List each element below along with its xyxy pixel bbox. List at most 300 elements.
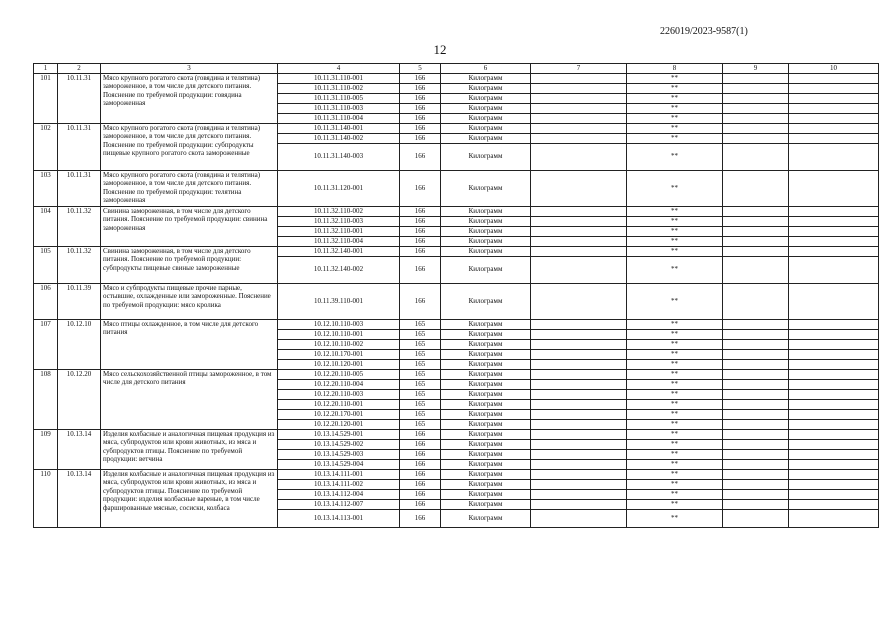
- column-9: [723, 509, 789, 527]
- ktru-code: 10.13.14.529-004: [278, 459, 400, 469]
- unit-name: Килограмм: [441, 113, 531, 123]
- column-7: [531, 479, 627, 489]
- mark: **: [627, 369, 723, 379]
- column-10: [789, 319, 879, 329]
- column-10: [789, 133, 879, 143]
- mark: **: [627, 256, 723, 283]
- document-number: 226019/2023-9587(1): [660, 26, 748, 37]
- column-7: [531, 449, 627, 459]
- product-description: Изделия колбасные и аналогичная пищевая продукция из мяса, субпродуктов или крови животных, из мяса и субпродуктов птицы. Пояснение по требуемой продукции: изделия колбасные вареные, в том числе фаршированные мясные, сосиски, колбаса: [101, 469, 278, 527]
- okpd2-code: 10.13.14: [58, 469, 101, 527]
- mark: **: [627, 479, 723, 489]
- column-10: [789, 489, 879, 499]
- product-description: Изделия колбасные и аналогичная пищевая продукция из мяса, субпродуктов или крови животных, из мяса и субпродуктов птицы. Пояснение по требуемой продукции: ветчина: [101, 429, 278, 469]
- unit-code: 166: [400, 509, 441, 527]
- ktru-code: 10.11.32.140-001: [278, 246, 400, 256]
- unit-name: Килограмм: [441, 206, 531, 216]
- ktru-code: 10.13.14.529-001: [278, 429, 400, 439]
- column-7: [531, 206, 627, 216]
- products-table: [33, 63, 879, 528]
- ktru-code: 10.11.32.110-001: [278, 226, 400, 236]
- column-10: [789, 429, 879, 439]
- row-number: 102: [34, 123, 58, 170]
- header-row: [34, 64, 879, 74]
- mark: **: [627, 359, 723, 369]
- unit-name: Килограмм: [441, 170, 531, 206]
- product-description: Свинина замороженная, в том числе для детского питания. Пояснение по требуемой продукции: свинина замороженная: [101, 206, 278, 246]
- column-9: [723, 226, 789, 236]
- ktru-code: 10.12.20.110-005: [278, 369, 400, 379]
- unit-code: 165: [400, 419, 441, 429]
- column-9: [723, 170, 789, 206]
- column-7: [531, 256, 627, 283]
- mark: **: [627, 329, 723, 339]
- okpd2-code: 10.12.20: [58, 369, 101, 429]
- ktru-code: 10.11.31.140-002: [278, 133, 400, 143]
- unit-name: Килограмм: [441, 133, 531, 143]
- column-9: [723, 73, 789, 83]
- mark: **: [627, 419, 723, 429]
- mark: **: [627, 449, 723, 459]
- column-10: [789, 123, 879, 133]
- column-7: [531, 429, 627, 439]
- unit-code: 166: [400, 489, 441, 499]
- okpd2-code: 10.11.31: [58, 170, 101, 206]
- unit-code: 166: [400, 103, 441, 113]
- ktru-code: 10.11.31.110-004: [278, 113, 400, 123]
- ktru-code: 10.12.20.110-004: [278, 379, 400, 389]
- table-row: [34, 170, 879, 206]
- table-row: [34, 73, 879, 83]
- okpd2-code: 10.13.14: [58, 429, 101, 469]
- column-9: [723, 369, 789, 379]
- column-7: [531, 459, 627, 469]
- column-7: [531, 419, 627, 429]
- okpd2-code: 10.11.32: [58, 206, 101, 246]
- okpd2-code: 10.11.32: [58, 246, 101, 283]
- mark: **: [627, 339, 723, 349]
- unit-name: Килограмм: [441, 479, 531, 489]
- unit-name: Килограмм: [441, 246, 531, 256]
- column-9: [723, 419, 789, 429]
- column-9: [723, 469, 789, 479]
- column-9: [723, 206, 789, 216]
- unit-name: Килограмм: [441, 103, 531, 113]
- col-header-8: 8: [627, 64, 723, 74]
- mark: **: [627, 170, 723, 206]
- column-10: [789, 283, 879, 319]
- unit-code: 166: [400, 73, 441, 83]
- column-7: [531, 369, 627, 379]
- column-7: [531, 339, 627, 349]
- ktru-code: 10.12.20.110-001: [278, 399, 400, 409]
- mark: **: [627, 469, 723, 479]
- unit-name: Килограмм: [441, 449, 531, 459]
- column-7: [531, 379, 627, 389]
- column-7: [531, 143, 627, 170]
- column-9: [723, 439, 789, 449]
- okpd2-code: 10.11.31: [58, 73, 101, 123]
- unit-name: Килограмм: [441, 399, 531, 409]
- column-10: [789, 399, 879, 409]
- page-number: 12: [433, 42, 447, 57]
- unit-name: Килограмм: [441, 429, 531, 439]
- column-9: [723, 123, 789, 133]
- mark: **: [627, 429, 723, 439]
- column-9: [723, 256, 789, 283]
- mark: **: [627, 379, 723, 389]
- column-7: [531, 489, 627, 499]
- unit-name: Килограмм: [441, 489, 531, 499]
- okpd2-code: 10.11.31: [58, 123, 101, 170]
- unit-name: Килограмм: [441, 283, 531, 319]
- column-10: [789, 329, 879, 339]
- column-10: [789, 449, 879, 459]
- unit-code: 166: [400, 469, 441, 479]
- unit-code: 166: [400, 246, 441, 256]
- unit-name: Килограмм: [441, 439, 531, 449]
- mark: **: [627, 389, 723, 399]
- unit-code: 165: [400, 349, 441, 359]
- unit-name: Килограмм: [441, 123, 531, 133]
- mark: **: [627, 83, 723, 93]
- col-header-10: 10: [789, 64, 879, 74]
- column-10: [789, 439, 879, 449]
- row-number: 108: [34, 369, 58, 429]
- column-10: [789, 339, 879, 349]
- row-number: 106: [34, 283, 58, 319]
- ktru-code: 10.12.10.120-001: [278, 359, 400, 369]
- unit-name: Килограмм: [441, 256, 531, 283]
- mark: **: [627, 93, 723, 103]
- column-7: [531, 349, 627, 359]
- column-7: [531, 359, 627, 369]
- column-10: [789, 216, 879, 226]
- column-10: [789, 226, 879, 236]
- col-header-1: 1: [34, 64, 58, 74]
- unit-code: 165: [400, 359, 441, 369]
- mark: **: [627, 133, 723, 143]
- unit-code: 166: [400, 216, 441, 226]
- mark: **: [627, 439, 723, 449]
- table-row: [34, 369, 879, 379]
- unit-name: Килограмм: [441, 369, 531, 379]
- column-9: [723, 93, 789, 103]
- column-9: [723, 429, 789, 439]
- ktru-code: 10.11.32.110-004: [278, 236, 400, 246]
- column-7: [531, 170, 627, 206]
- unit-name: Килограмм: [441, 499, 531, 509]
- mark: **: [627, 226, 723, 236]
- col-header-9: 9: [723, 64, 789, 74]
- mark: **: [627, 283, 723, 319]
- ktru-code: 10.12.10.110-003: [278, 319, 400, 329]
- column-10: [789, 479, 879, 489]
- column-9: [723, 359, 789, 369]
- col-header-5: 5: [400, 64, 441, 74]
- product-description: Мясо крупного рогатого скота (говядина и телятина) замороженное, в том числе для детского питания. Пояснение по требуемой продукции: телятина замороженная: [101, 170, 278, 206]
- column-9: [723, 83, 789, 93]
- unit-code: 165: [400, 329, 441, 339]
- ktru-code: 10.13.14.529-003: [278, 449, 400, 459]
- unit-name: Килограмм: [441, 389, 531, 399]
- mark: **: [627, 459, 723, 469]
- row-number: 104: [34, 206, 58, 246]
- column-10: [789, 83, 879, 93]
- mark: **: [627, 349, 723, 359]
- ktru-code: 10.13.14.111-001: [278, 469, 400, 479]
- ktru-code: 10.11.31.110-002: [278, 83, 400, 93]
- row-number: 101: [34, 73, 58, 123]
- column-9: [723, 329, 789, 339]
- unit-code: 166: [400, 93, 441, 103]
- ktru-code: 10.11.31.110-003: [278, 103, 400, 113]
- column-10: [789, 459, 879, 469]
- column-10: [789, 73, 879, 83]
- column-9: [723, 236, 789, 246]
- mark: **: [627, 509, 723, 527]
- unit-code: 166: [400, 206, 441, 216]
- unit-name: Килограмм: [441, 509, 531, 527]
- col-header-4: 4: [278, 64, 400, 74]
- okpd2-code: 10.12.10: [58, 319, 101, 369]
- column-10: [789, 143, 879, 170]
- column-7: [531, 319, 627, 329]
- column-7: [531, 226, 627, 236]
- ktru-code: 10.12.10.170-001: [278, 349, 400, 359]
- unit-name: Килограмм: [441, 459, 531, 469]
- unit-name: Килограмм: [441, 83, 531, 93]
- ktru-code: 10.12.10.110-002: [278, 339, 400, 349]
- column-10: [789, 113, 879, 123]
- mark: **: [627, 206, 723, 216]
- unit-code: 166: [400, 83, 441, 93]
- column-10: [789, 246, 879, 256]
- mark: **: [627, 216, 723, 226]
- unit-code: 166: [400, 459, 441, 469]
- mark: **: [627, 103, 723, 113]
- unit-code: 165: [400, 399, 441, 409]
- ktru-code: 10.13.14.113-001: [278, 509, 400, 527]
- unit-code: 165: [400, 379, 441, 389]
- column-7: [531, 409, 627, 419]
- ktru-code: 10.12.10.110-001: [278, 329, 400, 339]
- ktru-code: 10.11.31.140-003: [278, 143, 400, 170]
- table-row: [34, 283, 879, 319]
- unit-code: 166: [400, 429, 441, 439]
- unit-name: Килограмм: [441, 379, 531, 389]
- column-10: [789, 206, 879, 216]
- column-10: [789, 170, 879, 206]
- ktru-code: 10.13.14.112-004: [278, 489, 400, 499]
- column-7: [531, 509, 627, 527]
- product-description: Свинина замороженная, в том числе для детского питания. Пояснение по требуемой продукции: субпродукты пищевые свиные замороженные: [101, 246, 278, 283]
- table-row: [34, 319, 879, 329]
- unit-code: 166: [400, 123, 441, 133]
- ktru-code: 10.11.32.110-002: [278, 206, 400, 216]
- column-10: [789, 409, 879, 419]
- column-10: [789, 379, 879, 389]
- row-number: 110: [34, 469, 58, 527]
- column-7: [531, 93, 627, 103]
- column-7: [531, 399, 627, 409]
- unit-code: 166: [400, 449, 441, 459]
- ktru-code: 10.13.14.529-002: [278, 439, 400, 449]
- mark: **: [627, 143, 723, 170]
- column-9: [723, 389, 789, 399]
- ktru-code: 10.12.20.110-003: [278, 389, 400, 399]
- column-9: [723, 499, 789, 509]
- unit-name: Килограмм: [441, 349, 531, 359]
- unit-code: 166: [400, 283, 441, 319]
- column-10: [789, 256, 879, 283]
- mark: **: [627, 236, 723, 246]
- column-7: [531, 216, 627, 226]
- column-7: [531, 123, 627, 133]
- column-10: [789, 469, 879, 479]
- product-description: Мясо птицы охлажденное, в том числе для детского питания: [101, 319, 278, 369]
- unit-code: 165: [400, 319, 441, 329]
- mark: **: [627, 499, 723, 509]
- column-9: [723, 339, 789, 349]
- unit-name: Килограмм: [441, 409, 531, 419]
- column-7: [531, 103, 627, 113]
- column-9: [723, 246, 789, 256]
- unit-name: Килограмм: [441, 419, 531, 429]
- ktru-code: 10.13.14.112-007: [278, 499, 400, 509]
- column-9: [723, 379, 789, 389]
- mark: **: [627, 409, 723, 419]
- ktru-code: 10.11.31.120-001: [278, 170, 400, 206]
- unit-code: 166: [400, 143, 441, 170]
- unit-code: 166: [400, 439, 441, 449]
- column-10: [789, 359, 879, 369]
- unit-code: 165: [400, 389, 441, 399]
- unit-code: 166: [400, 170, 441, 206]
- table-row: [34, 206, 879, 216]
- column-10: [789, 499, 879, 509]
- unit-code: 166: [400, 499, 441, 509]
- column-9: [723, 479, 789, 489]
- unit-code: 166: [400, 113, 441, 123]
- column-10: [789, 509, 879, 527]
- column-10: [789, 349, 879, 359]
- column-9: [723, 283, 789, 319]
- unit-name: Килограмм: [441, 469, 531, 479]
- column-9: [723, 449, 789, 459]
- column-10: [789, 103, 879, 113]
- unit-code: 165: [400, 369, 441, 379]
- mark: **: [627, 123, 723, 133]
- column-10: [789, 419, 879, 429]
- col-header-3: 3: [101, 64, 278, 74]
- mark: **: [627, 246, 723, 256]
- column-9: [723, 103, 789, 113]
- unit-code: 166: [400, 236, 441, 246]
- column-10: [789, 236, 879, 246]
- column-7: [531, 73, 627, 83]
- unit-name: Килограмм: [441, 339, 531, 349]
- okpd2-code: 10.11.39: [58, 283, 101, 319]
- column-7: [531, 246, 627, 256]
- column-9: [723, 489, 789, 499]
- unit-name: Килограмм: [441, 359, 531, 369]
- unit-name: Килограмм: [441, 73, 531, 83]
- column-7: [531, 83, 627, 93]
- ktru-code: 10.12.20.120-001: [278, 419, 400, 429]
- ktru-code: 10.12.20.170-001: [278, 409, 400, 419]
- column-7: [531, 236, 627, 246]
- unit-code: 165: [400, 409, 441, 419]
- column-10: [789, 93, 879, 103]
- unit-code: 166: [400, 256, 441, 283]
- ktru-code: 10.13.14.111-002: [278, 479, 400, 489]
- unit-name: Килограмм: [441, 216, 531, 226]
- unit-code: 165: [400, 339, 441, 349]
- column-7: [531, 469, 627, 479]
- mark: **: [627, 489, 723, 499]
- ktru-code: 10.11.39.110-001: [278, 283, 400, 319]
- mark: **: [627, 73, 723, 83]
- mark: **: [627, 113, 723, 123]
- col-header-7: 7: [531, 64, 627, 74]
- product-description: Мясо крупного рогатого скота (говядина и телятина) замороженное, в том числе для детского питания. Пояснение по требуемой продукции: говядина замороженная: [101, 73, 278, 123]
- ktru-code: 10.11.31.140-001: [278, 123, 400, 133]
- column-9: [723, 319, 789, 329]
- column-10: [789, 389, 879, 399]
- column-7: [531, 439, 627, 449]
- row-number: 103: [34, 170, 58, 206]
- unit-name: Килограмм: [441, 226, 531, 236]
- ktru-code: 10.11.32.110-003: [278, 216, 400, 226]
- column-7: [531, 283, 627, 319]
- column-9: [723, 113, 789, 123]
- product-description: Мясо и субпродукты пищевые прочие парные, остывшие, охлажденные или замороженные. Пояснение по требуемой продукции: мясо кролика: [101, 283, 278, 319]
- unit-code: 166: [400, 479, 441, 489]
- column-9: [723, 409, 789, 419]
- mark: **: [627, 319, 723, 329]
- unit-name: Килограмм: [441, 329, 531, 339]
- unit-name: Килограмм: [441, 319, 531, 329]
- ktru-code: 10.11.32.140-002: [278, 256, 400, 283]
- table-row: [34, 469, 879, 479]
- column-9: [723, 459, 789, 469]
- unit-code: 166: [400, 226, 441, 236]
- column-9: [723, 399, 789, 409]
- row-number: 105: [34, 246, 58, 283]
- column-7: [531, 113, 627, 123]
- col-header-6: 6: [441, 64, 531, 74]
- col-header-2: 2: [58, 64, 101, 74]
- column-9: [723, 216, 789, 226]
- column-7: [531, 133, 627, 143]
- table-row: [34, 123, 879, 133]
- table-row: [34, 246, 879, 256]
- row-number: 107: [34, 319, 58, 369]
- unit-name: Килограмм: [441, 93, 531, 103]
- product-description: Мясо сельскохозяйственной птицы замороженное, в том числе для детского питания: [101, 369, 278, 429]
- mark: **: [627, 399, 723, 409]
- column-9: [723, 133, 789, 143]
- column-7: [531, 389, 627, 399]
- ktru-code: 10.11.31.110-001: [278, 73, 400, 83]
- column-9: [723, 349, 789, 359]
- row-number: 109: [34, 429, 58, 469]
- column-7: [531, 499, 627, 509]
- column-9: [723, 143, 789, 170]
- unit-name: Килограмм: [441, 143, 531, 170]
- unit-name: Килограмм: [441, 236, 531, 246]
